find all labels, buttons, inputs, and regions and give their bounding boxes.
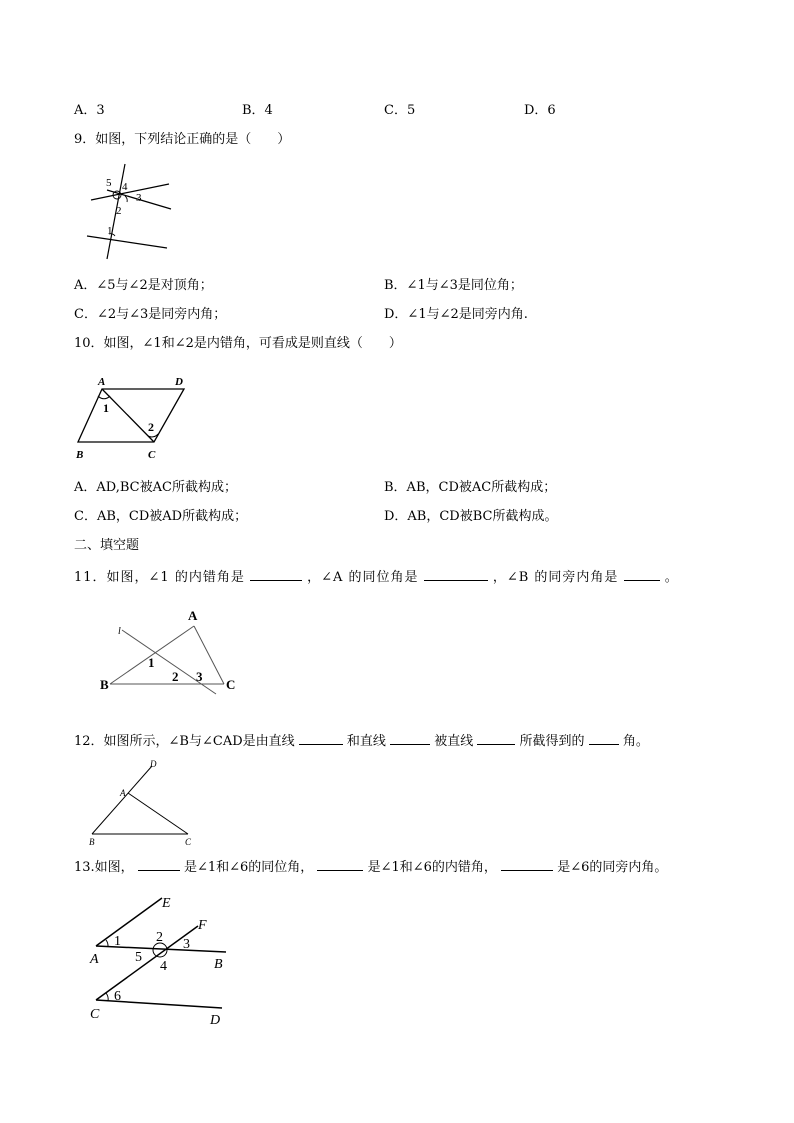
q11-text-2: ，∠A 的同位角是 <box>307 570 419 585</box>
q10-fig-label-C: C <box>148 449 156 461</box>
q13-blank-2[interactable] <box>317 858 363 871</box>
q13-text-4: 是∠6的同旁内角。 <box>557 860 668 875</box>
q12-stem <box>74 732 649 750</box>
q9-fig-label-5: 5 <box>106 177 112 189</box>
q11-figure <box>98 604 246 698</box>
q9-option-d: D．∠1与∠2是同旁内角. <box>384 307 528 322</box>
q10-option-d: D．AB，CD被BC所截构成。 <box>384 509 558 524</box>
q11-fig-label-1: 1 <box>148 655 155 670</box>
q12-fig-label-D: D <box>150 759 157 769</box>
q13-fig-label-4: 4 <box>160 959 167 974</box>
section-heading-fill-in: 二、填空题 <box>74 538 140 553</box>
q12-fig-label-C: C <box>185 837 192 847</box>
q13-figure <box>86 890 236 1030</box>
q10-fig-label-1: 1 <box>103 401 109 415</box>
q9-option-a: A．∠5与∠2是对顶角； <box>74 278 213 293</box>
q12-fig-label-B: B <box>89 837 95 847</box>
q10-option-a: A．AD,BC被AC所截构成； <box>74 480 237 495</box>
q13-stem <box>74 858 667 876</box>
q13-fig-label-F: F <box>198 918 207 933</box>
q13-blank-3[interactable] <box>501 858 553 871</box>
q13-fig-label-2: 2 <box>156 930 163 945</box>
q11-fig-label-2: 2 <box>172 669 179 684</box>
q13-blank-1[interactable] <box>138 858 180 871</box>
q9-stem: 9．如图，下列结论正确的是（ ） <box>74 132 291 147</box>
q13-fig-label-C: C <box>90 1007 100 1022</box>
q11-fig-label-l: l <box>118 626 121 637</box>
q10-fig-label-D: D <box>175 376 183 388</box>
q11-text-1: 11．如图，∠1 的内错角是 <box>74 570 245 585</box>
q9-fig-label-2: 2 <box>116 205 122 217</box>
q11-fig-label-B: B <box>100 677 109 692</box>
q11-blank-2[interactable] <box>424 568 488 581</box>
q12-text-2: 和直线 <box>346 734 386 749</box>
q10-fig-label-2: 2 <box>148 420 154 434</box>
q8-option-a: A．3 <box>74 103 105 118</box>
q10-option-b: B．AB，CD被AC所截构成； <box>384 480 557 495</box>
q9-option-b: B．∠1与∠3是同位角； <box>384 278 523 293</box>
q9-option-c: C．∠2与∠3是同旁内角； <box>74 307 227 322</box>
q13-text-2: 是∠1和∠6的同位角， <box>183 860 314 875</box>
q13-fig-label-D: D <box>210 1013 221 1028</box>
q10-option-c: C．AB，CD被AD所截构成； <box>74 509 248 524</box>
q11-fig-label-A: A <box>188 608 198 623</box>
q13-fig-label-E: E <box>162 896 171 911</box>
q10-figure <box>74 372 194 464</box>
q10-stem: 10．如图，∠1和∠2是内错角，可看成是则直线（ ） <box>74 336 402 351</box>
q13-fig-label-B: B <box>214 957 223 972</box>
q9-fig-label-3: 3 <box>136 192 142 204</box>
q9-figure <box>85 162 180 260</box>
q13-text-1: 13.如图， <box>74 860 134 875</box>
q12-text-1: 12．如图所示，∠B与∠CAD是由直线 <box>74 734 295 749</box>
q12-fig-label-A: A <box>120 788 126 798</box>
q9-fig-label-1: 1 <box>107 225 113 237</box>
q8-option-b: B．4 <box>242 103 273 118</box>
q8-option-d: D．6 <box>524 103 556 118</box>
q10-fig-label-B: B <box>76 449 84 461</box>
q13-fig-label-6: 6 <box>114 989 121 1004</box>
q11-stem <box>74 568 679 586</box>
q12-figure <box>86 756 196 848</box>
q12-text-5: 角。 <box>622 734 649 749</box>
q12-blank-1[interactable] <box>299 732 343 745</box>
q13-fig-label-5: 5 <box>135 950 142 965</box>
q13-fig-label-1: 1 <box>114 934 121 949</box>
q13-text-3: 是∠1和∠6的内错角， <box>367 860 497 875</box>
q11-fig-label-C: C <box>226 677 236 692</box>
q13-fig-label-3: 3 <box>183 937 190 952</box>
q11-blank-1[interactable] <box>250 568 302 581</box>
q11-fig-label-3: 3 <box>196 669 203 684</box>
q11-text-4: 。 <box>664 570 679 585</box>
q10-fig-label-A: A <box>98 376 106 388</box>
q11-text-3: ，∠B 的同旁内角是 <box>492 570 619 585</box>
q9-fig-label-4: 4 <box>122 181 128 193</box>
q13-fig-label-A: A <box>90 952 99 967</box>
q8-option-c: C．5 <box>384 103 416 118</box>
q12-text-3: 被直线 <box>434 734 474 749</box>
q12-blank-2[interactable] <box>390 732 430 745</box>
q12-text-4: 所截得到的 <box>519 734 585 749</box>
q12-blank-3[interactable] <box>477 732 515 745</box>
q11-blank-3[interactable] <box>624 568 660 581</box>
q12-blank-4[interactable] <box>589 732 619 745</box>
